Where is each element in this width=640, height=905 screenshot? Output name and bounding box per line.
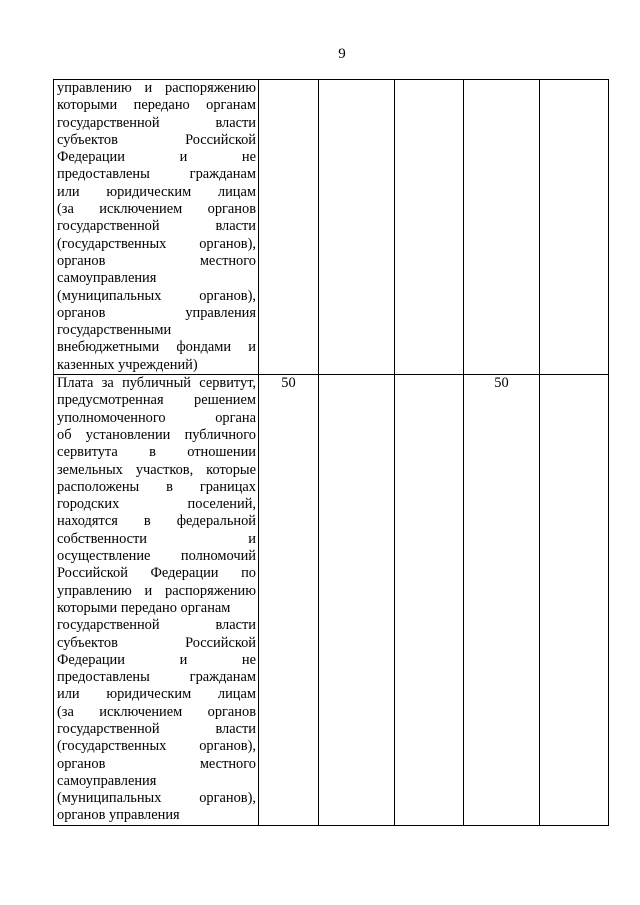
- text-line: предусмотренная решением: [57, 392, 256, 409]
- table-row: [54, 375, 609, 826]
- value-cell: [464, 80, 540, 375]
- text-line: государственной власти: [57, 617, 256, 634]
- value-cell: [395, 375, 464, 826]
- text-line: об установлении публичного: [57, 426, 256, 443]
- text-line: сервитута в отношении: [57, 444, 256, 461]
- value-cell: [395, 80, 464, 375]
- text-line: самоуправления: [57, 270, 157, 287]
- text-line: внебюджетными фондами и: [57, 339, 256, 356]
- text-line: (муниципальных органов),: [57, 790, 256, 807]
- budget-table: [53, 79, 609, 826]
- text-line: управлению и распоряжению: [57, 582, 256, 599]
- text-line: или юридическим лицам: [57, 686, 256, 703]
- text-line: (муниципальных органов),: [57, 287, 256, 304]
- text-line: субъектов Российской: [57, 634, 256, 651]
- text-line: земельных участков, которые: [57, 461, 256, 478]
- text-line: казенных учреждений): [57, 356, 198, 373]
- text-line: Федерации и не: [57, 651, 256, 668]
- income-description-cell: [54, 375, 259, 826]
- text-line: предоставлены гражданам: [57, 166, 256, 183]
- text-line: государственной власти: [57, 720, 256, 737]
- value-cell: [540, 375, 609, 826]
- text-line: предоставлены гражданам: [57, 669, 256, 686]
- table-row: [54, 80, 609, 375]
- text-line: государственной власти: [57, 218, 256, 235]
- text-line: (за исключением органов: [57, 201, 256, 218]
- text-line: собственности и: [57, 530, 256, 547]
- text-line: городских поселений,: [57, 496, 256, 513]
- value-cell: [259, 80, 319, 375]
- text-line: органов местного: [57, 252, 256, 269]
- text-line: Российской Федерации по: [57, 565, 256, 582]
- income-description-cell: [54, 80, 259, 375]
- text-line: самоуправления: [57, 772, 157, 789]
- text-line: осуществление полномочий: [57, 548, 256, 565]
- value-cell: [319, 375, 395, 826]
- text-line: или юридическим лицам: [57, 183, 256, 200]
- text-line: (государственных органов),: [57, 738, 256, 755]
- text-line: уполномоченного органа: [57, 409, 256, 426]
- text-line: субъектов Российской: [57, 131, 256, 148]
- text-line: которыми передано органам: [57, 97, 256, 114]
- text-line: государственными: [57, 322, 172, 339]
- text-line: органов управления: [57, 304, 256, 321]
- value-cell: [319, 80, 395, 375]
- text-line: органов управления: [57, 807, 180, 824]
- value-cell: 50: [464, 375, 540, 826]
- text-line: (государственных органов),: [57, 235, 256, 252]
- text-line: органов местного: [57, 755, 256, 772]
- value-cell: [540, 80, 609, 375]
- text-line: государственной власти: [57, 114, 256, 131]
- page-number: 9: [338, 46, 346, 62]
- text-line: Федерации и не: [57, 149, 256, 166]
- text-line: (за исключением органов: [57, 703, 256, 720]
- text-line: находятся в федеральной: [57, 513, 256, 530]
- text-line: Плата за публичный сервитут,: [57, 375, 256, 392]
- text-line: управлению и распоряжению: [57, 80, 256, 96]
- text-line: которыми передано органам: [57, 599, 231, 616]
- value-cell: 50: [259, 375, 319, 826]
- text-line: расположены в границах: [57, 478, 256, 495]
